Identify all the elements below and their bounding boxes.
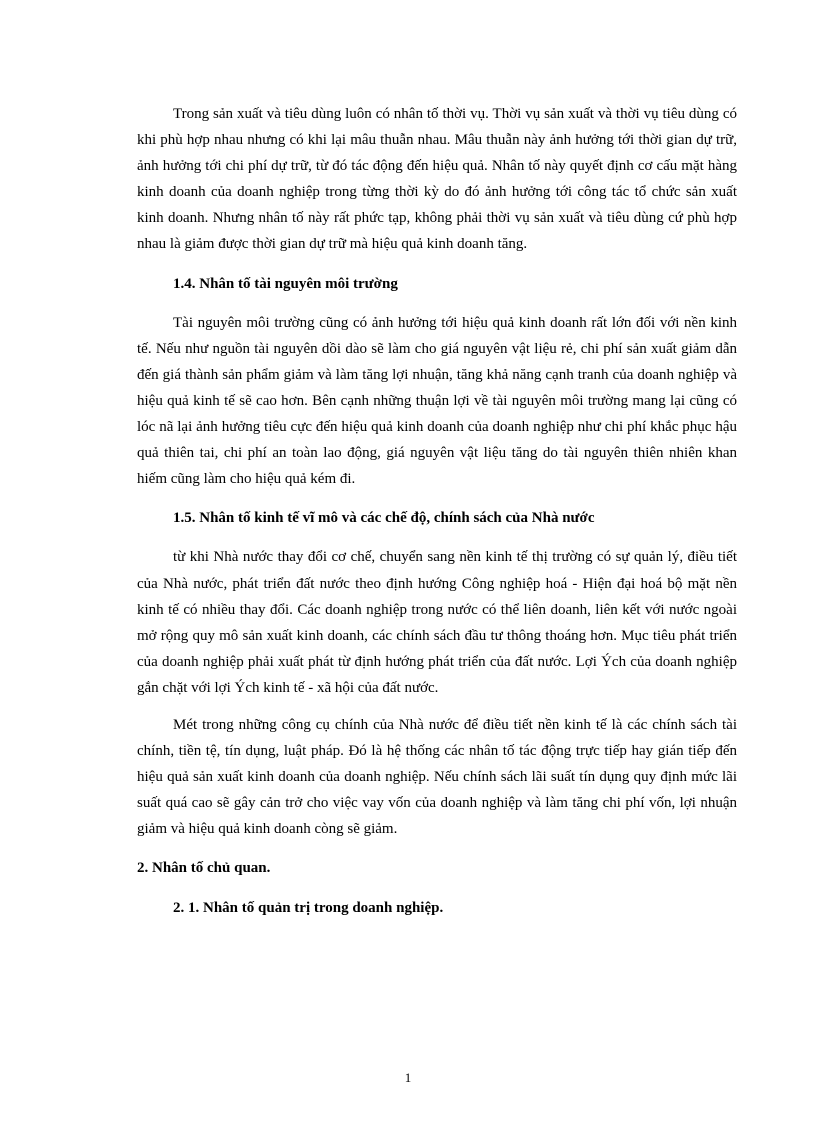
section-heading: 1.5. Nhân tố kinh tế vĩ mô và các chế độ, chính sách của Nhà nước (173, 510, 595, 527)
document-body (137, 101, 737, 921)
body-paragraph: từ khi Nhà nước thay đổi cơ chế, chuyển sang nền kinh tế thị trường có sự quản lý, điều tiết của Nhà nước, phát triển đất nước theo định hướng Công nghiệp hoá - Hiện đại hoá bộ mặt nền kinh tế có nhiều thay đổi. Các doanh nghiệp trong nước có thể liên doanh, liên kết với nước ngoài mở rộng quy mô sản xuất kinh doanh, các chính sách đầu tư thông thoáng hơn. Mục tiêu phát triển của doanh nghiệp phải xuất phát từ định hướng phát triển của đất nước. Lợi Ých của doanh nghiệp gắn chặt với lợi Ých kinh tế - xã hội của đất nước. (137, 549, 737, 696)
section-heading: 2. Nhân tố chủ quan. (137, 860, 271, 877)
body-paragraph: Tài nguyên môi trường cũng có ảnh hưởng tới hiệu quả kinh doanh rất lớn đối với nền kinh tế. Nếu như nguồn tài nguyên dồi dào sẽ làm cho giá nguyên vật liệu rẻ, chi phí sản xuất giảm dẫn đến giá thành sản phẩm giảm và làm tăng lợi nhuận, tăng khả năng cạnh tranh của doanh nghiệp và hiệu quả kinh tế sẽ cao hơn. Bên cạnh những thuận lợi về tài nguyên môi trường mang lại cũng có lóc nã lại ảnh hưởng tiêu cực đến hiệu quả kinh doanh của doanh nghiệp như chi phí khắc phục hậu quả thiên tai, chi phí an toàn lao động, giá nguyên vật liệu tăng do tài nguyên thiên nhiên khan hiếm cũng làm cho hiệu quả kém đi. (137, 314, 737, 488)
body-paragraph: Mét trong những công cụ chính của Nhà nước để điều tiết nền kinh tế là các chính sách tài chính, tiền tệ, tín dụng, luật pháp. Đó là hệ thống các nhân tố tác động trực tiếp hay gián tiếp đến hiệu quả sản xuất kinh doanh của doanh nghiệp. Nếu chính sách lãi suất tín dụng quy định mức lãi suất quá cao sẽ gây cản trở cho việc vay vốn của doanh nghiệp và làm tăng chi phí vốn, lợi nhuận giảm và hiệu quả kinh doanh còng sẽ giảm. (137, 716, 737, 838)
body-paragraph: Trong sản xuất và tiêu dùng luôn có nhân tố thời vụ. Thời vụ sản xuất và thời vụ tiêu dùng có khi phù hợp nhau nhưng có khi lại mâu thuẫn nhau. Mâu thuẫn này ảnh hưởng tới thời gian dự trữ, ảnh hưởng tới chi phí dự trữ, từ đó tác động đến hiệu quả. Nhân tố này quyết định cơ cấu mặt hàng kinh doanh của doanh nghiệp trong từng thời kỳ do đó ảnh hưởng tới công tác tổ chức sản xuất kinh doanh. Nhưng nhân tố này rất phức tạp, không phải thời vụ sản xuất và tiêu dùng cứ phù hợp nhau là giảm được thời gian dự trữ mà hiệu quả kinh doanh tăng. (137, 106, 737, 253)
subsection-heading: 2. 1. Nhân tố quản trị trong doanh nghiệp. (173, 899, 444, 916)
page-number: 1 (404, 1070, 412, 1085)
section-heading: 1.4. Nhân tố tài nguyên môi trường (173, 275, 398, 292)
